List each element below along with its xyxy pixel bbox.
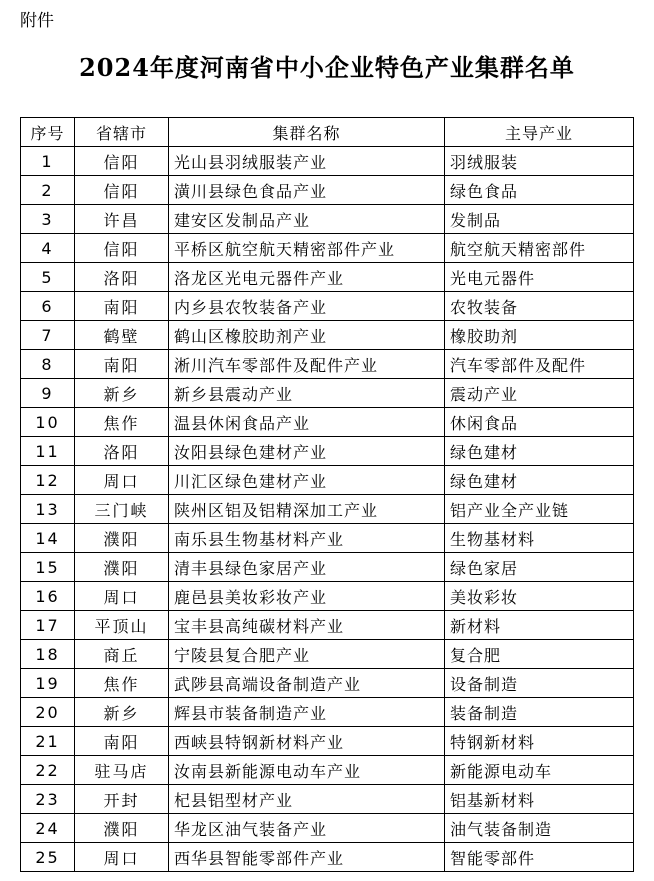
cell-index: 20 [21,698,75,727]
cell-leading-industry: 农牧装备 [445,292,634,321]
cell-leading-industry: 发制品 [445,205,634,234]
cell-city: 信阳 [75,147,169,176]
table-row [21,466,634,495]
cell-cluster-name: 西华县智能零部件产业 [169,843,445,872]
cell-cluster-name: 光山县羽绒服装产业 [169,147,445,176]
table-row [21,205,634,234]
table-body [21,147,634,872]
cell-index: 9 [21,379,75,408]
cell-leading-industry: 羽绒服装 [445,147,634,176]
table-row [21,176,634,205]
cell-cluster-name: 华龙区油气装备产业 [169,814,445,843]
cell-cluster-name: 鹿邑县美妆彩妆产业 [169,582,445,611]
table-row [21,524,634,553]
table-row [21,843,634,872]
cell-cluster-name: 建安区发制品产业 [169,205,445,234]
cell-city: 新乡 [75,698,169,727]
cell-leading-industry: 特钢新材料 [445,727,634,756]
cell-index: 25 [21,843,75,872]
cluster-table [20,117,634,872]
cell-cluster-name: 武陟县高端设备制造产业 [169,669,445,698]
cell-index: 4 [21,234,75,263]
cell-leading-industry: 铝基新材料 [445,785,634,814]
cell-index: 17 [21,611,75,640]
cell-index: 16 [21,582,75,611]
table-row [21,379,634,408]
table-row [21,611,634,640]
table-row [21,727,634,756]
cell-cluster-name: 南乐县生物基材料产业 [169,524,445,553]
cell-city: 信阳 [75,176,169,205]
cell-index: 3 [21,205,75,234]
cell-leading-industry: 铝产业全产业链 [445,495,634,524]
table-row [21,495,634,524]
cell-index: 12 [21,466,75,495]
cell-leading-industry: 装备制造 [445,698,634,727]
cell-city: 洛阳 [75,437,169,466]
cell-index: 19 [21,669,75,698]
cell-leading-industry: 智能零部件 [445,843,634,872]
cell-cluster-name: 鹤山区橡胶助剂产业 [169,321,445,350]
cell-leading-industry: 绿色食品 [445,176,634,205]
cell-index: 13 [21,495,75,524]
cell-cluster-name: 汝南县新能源电动车产业 [169,756,445,785]
cell-cluster-name: 内乡县农牧装备产业 [169,292,445,321]
cell-cluster-name: 宝丰县高纯碳材料产业 [169,611,445,640]
cell-cluster-name: 杞县铝型材产业 [169,785,445,814]
cell-index: 2 [21,176,75,205]
table-row [21,814,634,843]
cell-leading-industry: 橡胶助剂 [445,321,634,350]
cell-city: 南阳 [75,292,169,321]
table-row [21,350,634,379]
cell-cluster-name: 川汇区绿色建材产业 [169,466,445,495]
cell-cluster-name: 辉县市装备制造产业 [169,698,445,727]
cell-leading-industry: 震动产业 [445,379,634,408]
cell-leading-industry: 生物基材料 [445,524,634,553]
cell-cluster-name: 清丰县绿色家居产业 [169,553,445,582]
cell-cluster-name: 西峡县特钢新材料产业 [169,727,445,756]
cell-city: 濮阳 [75,814,169,843]
cell-leading-industry: 新能源电动车 [445,756,634,785]
cell-leading-industry: 绿色建材 [445,466,634,495]
cell-leading-industry: 新材料 [445,611,634,640]
header-index: 序号 [21,118,75,147]
cell-city: 商丘 [75,640,169,669]
cell-city: 周口 [75,843,169,872]
table-row [21,147,634,176]
cell-index: 5 [21,263,75,292]
table-row [21,292,634,321]
table-row [21,263,634,292]
table-row [21,553,634,582]
table-row [21,321,634,350]
header-city: 省辖市 [75,118,169,147]
cell-cluster-name: 陕州区铝及铝精深加工产业 [169,495,445,524]
cell-cluster-name: 汝阳县绿色建材产业 [169,437,445,466]
cell-city: 平顶山 [75,611,169,640]
cell-leading-industry: 航空航天精密部件 [445,234,634,263]
cell-index: 15 [21,553,75,582]
table-row [21,234,634,263]
cell-city: 焦作 [75,408,169,437]
cell-index: 1 [21,147,75,176]
cell-index: 10 [21,408,75,437]
table-row [21,437,634,466]
cell-city: 焦作 [75,669,169,698]
cell-leading-industry: 复合肥 [445,640,634,669]
cell-city: 开封 [75,785,169,814]
cell-city: 南阳 [75,350,169,379]
cell-leading-industry: 绿色家居 [445,553,634,582]
attachment-label: 附件 [20,11,54,31]
cell-index: 24 [21,814,75,843]
cell-city: 新乡 [75,379,169,408]
cell-leading-industry: 休闲食品 [445,408,634,437]
table-row [21,756,634,785]
cell-cluster-name: 淅川汽车零部件及配件产业 [169,350,445,379]
table-row [21,640,634,669]
cell-leading-industry: 设备制造 [445,669,634,698]
cell-city: 洛阳 [75,263,169,292]
table-row [21,785,634,814]
cell-city: 周口 [75,466,169,495]
table-row [21,408,634,437]
cell-index: 22 [21,756,75,785]
table-row [21,582,634,611]
cell-city: 南阳 [75,727,169,756]
cell-leading-industry: 汽车零部件及配件 [445,350,634,379]
cell-index: 21 [21,727,75,756]
cell-city: 三门峡 [75,495,169,524]
table-header-row [21,118,634,147]
header-leading-industry: 主导产业 [445,118,634,147]
cell-index: 11 [21,437,75,466]
cell-index: 6 [21,292,75,321]
cell-cluster-name: 新乡县震动产业 [169,379,445,408]
cell-cluster-name: 宁陵县复合肥产业 [169,640,445,669]
cell-city: 许昌 [75,205,169,234]
cell-cluster-name: 潢川县绿色食品产业 [169,176,445,205]
table-row [21,698,634,727]
cell-index: 18 [21,640,75,669]
cell-leading-industry: 油气装备制造 [445,814,634,843]
header-cluster-name: 集群名称 [169,118,445,147]
cell-city: 濮阳 [75,553,169,582]
cell-cluster-name: 洛龙区光电元器件产业 [169,263,445,292]
cell-city: 周口 [75,582,169,611]
cell-leading-industry: 绿色建材 [445,437,634,466]
table-row [21,669,634,698]
cell-index: 8 [21,350,75,379]
cell-leading-industry: 光电元器件 [445,263,634,292]
cell-city: 鹤壁 [75,321,169,350]
page-title: 2024年度河南省中小企业特色产业集群名单 [79,53,575,82]
cell-city: 濮阳 [75,524,169,553]
cell-cluster-name: 温县休闲食品产业 [169,408,445,437]
cell-index: 14 [21,524,75,553]
cell-city: 信阳 [75,234,169,263]
cell-city: 驻马店 [75,756,169,785]
cell-index: 7 [21,321,75,350]
cell-index: 23 [21,785,75,814]
cell-cluster-name: 平桥区航空航天精密部件产业 [169,234,445,263]
cell-leading-industry: 美妆彩妆 [445,582,634,611]
